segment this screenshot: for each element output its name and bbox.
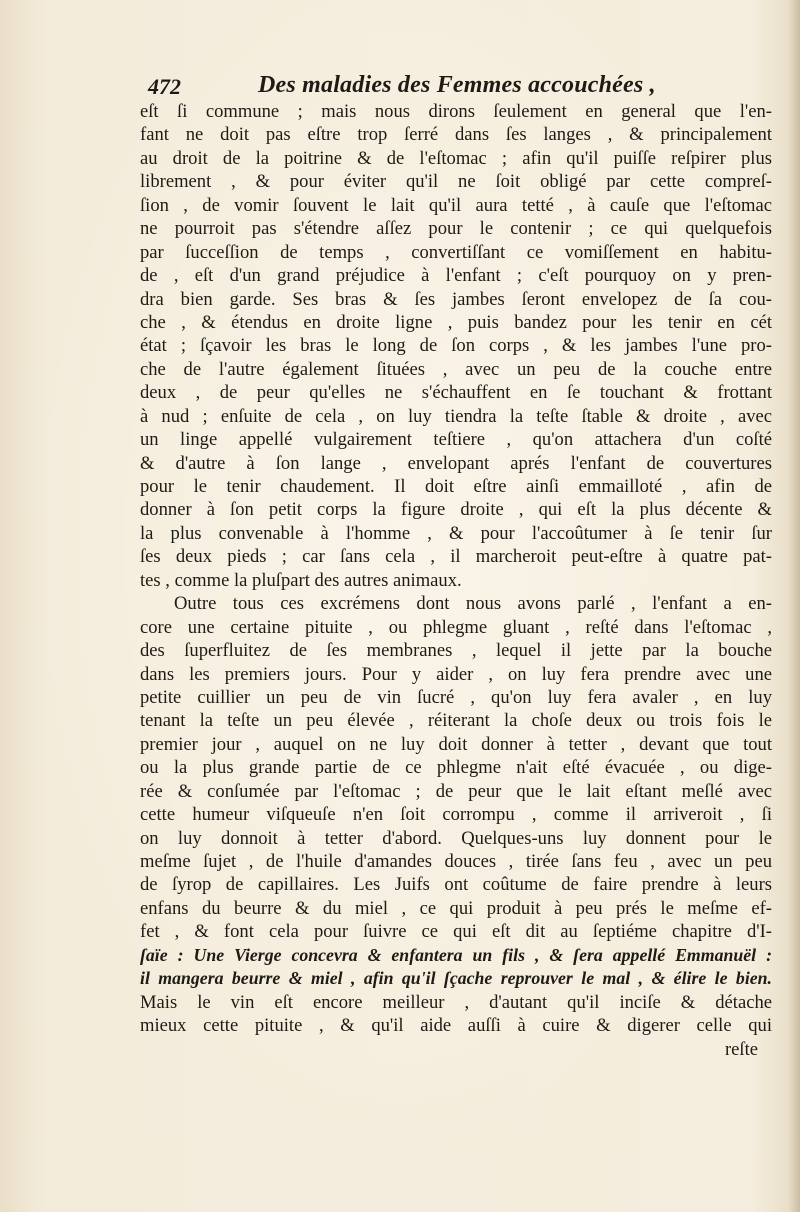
running-title: Des maladies des Femmes accouchées ,: [258, 72, 656, 98]
text-line: ſes deux pieds ; car ſans cela , il marcheroit peut-eſtre à quatre pat-: [140, 546, 772, 568]
text-line: rée & conſumée par l'eſtomac ; de peur que le lait eſtant meſlé avec: [140, 780, 772, 802]
catchword: reſte: [724, 1038, 758, 1060]
text-line: mieux cette pituite , & qu'il aide auſſi à cuire & digerer celle qui: [140, 1015, 772, 1037]
text-line: fant ne doit pas eſtre trop ſerré dans ſes langes , & principalement: [140, 124, 772, 146]
text-line: eſt ſi commune ; mais nous dirons ſeulement en general que l'en-: [140, 101, 772, 122]
text-line: librement , & pour éviter qu'il ne ſoit obligé par cette compreſ-: [140, 171, 772, 193]
text-line: par ſucceſſion de temps , convertiſſant ce vomiſſement en habitu-: [140, 241, 772, 263]
text-line: pour le tenir chaudement. Il doit eſtre ainſi emmailloté , afin de: [140, 476, 772, 497]
text-line: enfans du beurre & du miel , ce qui produit à peu prés le meſme ef-: [140, 897, 772, 919]
scripture-quote-line: il mangera beurre & miel , afin qu'il ſçache reprouver le mal , & élire le bien.: [140, 968, 772, 989]
text-line: des ſuperfluitez de ſes membranes , lequel il jette par la bouche: [140, 640, 772, 662]
text-line: un linge appellé vulgairement teſtiere , qu'on attachera d'un coſté: [140, 429, 772, 451]
text-line: de , eſt d'un grand préjudice à l'enfant ; c'eſt pourquoy on y pren-: [140, 265, 772, 287]
text-line: la plus convenable à l'homme , & pour l'accoûtumer à ſe tenir ſur: [140, 522, 772, 544]
text-line: de ſyrop de capillaires. Les Juifs ont coûtume de faire prendre à leurs: [140, 874, 772, 896]
text-line: on luy donnoit à tetter d'abord. Quelques-uns luy donnent pour le: [140, 827, 772, 849]
text-line: core une certaine pituite , ou phlegme gluant , reſté dans l'eſtomac ,: [140, 616, 772, 638]
text-line: petite cuillier un peu de vin ſucré , qu'on luy fera avaler , en luy: [140, 686, 772, 708]
paragraph-start-line: Outre tous ces excrémens dont nous avons parlé , l'enfant a en-: [174, 593, 772, 615]
text-line: ſion , de vomir ſouvent le lait qu'il aura tetté , à cauſe que l'eſtomac: [140, 194, 772, 216]
text-line: cette humeur viſqueuſe n'en ſoit corrompu , comme il arriveroit , ſi: [140, 804, 772, 826]
text-line: à nud ; enſuite de cela , on luy tiendra la teſte ſtable & droite , avec: [140, 405, 772, 427]
text-line: tenant la teſte un peu élevée , réiterant la choſe deux ou trois fois le: [140, 710, 772, 732]
text-line: ou la plus grande partie de ce phlegme n'ait eſté évacuée , ou dige-: [140, 757, 772, 779]
scripture-quote-line: ſaïe : Une Vierge concevra & enfantera un fils , & ſera appellé Emmanuël :: [140, 944, 772, 965]
text-line: Mais le vin eſt encore meilleur , d'autant qu'il inciſe & détache: [140, 991, 772, 1013]
text-line: che de l'autre également ſituées , avec un peu de la couche entre: [140, 358, 772, 380]
text-line: ne pourroit pas s'étendre aſſez pour le contenir ; ce qui quelquefois: [140, 218, 772, 240]
paragraph-end-line: tes , comme la pluſpart des autres animaux.: [140, 569, 462, 591]
text-line: & d'autre à ſon lange , envelopant aprés l'enfant de couvertures: [140, 452, 772, 474]
body-text: [140, 100, 772, 1061]
page-number: 472: [148, 74, 181, 99]
text-line: premier jour , auquel on ne luy doit donner à tetter , devant que tout: [140, 733, 772, 755]
text-line: che , & étendus en droite ligne , puis bandez pour les tenir en cét: [140, 311, 772, 333]
text-line: fet , & font cela pour ſuivre ce qui eſt dit au ſeptiéme chapitre d'I-: [140, 921, 772, 943]
text-line: donner à ſon petit corps la figure droite , qui eſt la plus décente &: [140, 499, 772, 521]
page-fold-shadow: [788, 0, 800, 1212]
text-line: état ; ſçavoir les bras le long de ſon corps , & les jambes l'une pro-: [140, 335, 772, 357]
text-line: dra bien garde. Ses bras & ſes jambes ſeront envelopez de ſa cou-: [140, 288, 772, 310]
text-line: meſme ſujet , de l'huile d'amandes douces , tirée ſans feu , avec un peu: [140, 851, 772, 872]
text-line: dans les premiers jours. Pour y aider , on luy fera prendre avec une: [140, 663, 772, 685]
text-line: au droit de la poitrine & de l'eſtomac ; afin qu'il puiſſe reſpirer plus: [140, 147, 772, 169]
text-line: deux , de peur qu'elles ne s'échauffent en ſe touchant & frottant: [140, 382, 772, 404]
